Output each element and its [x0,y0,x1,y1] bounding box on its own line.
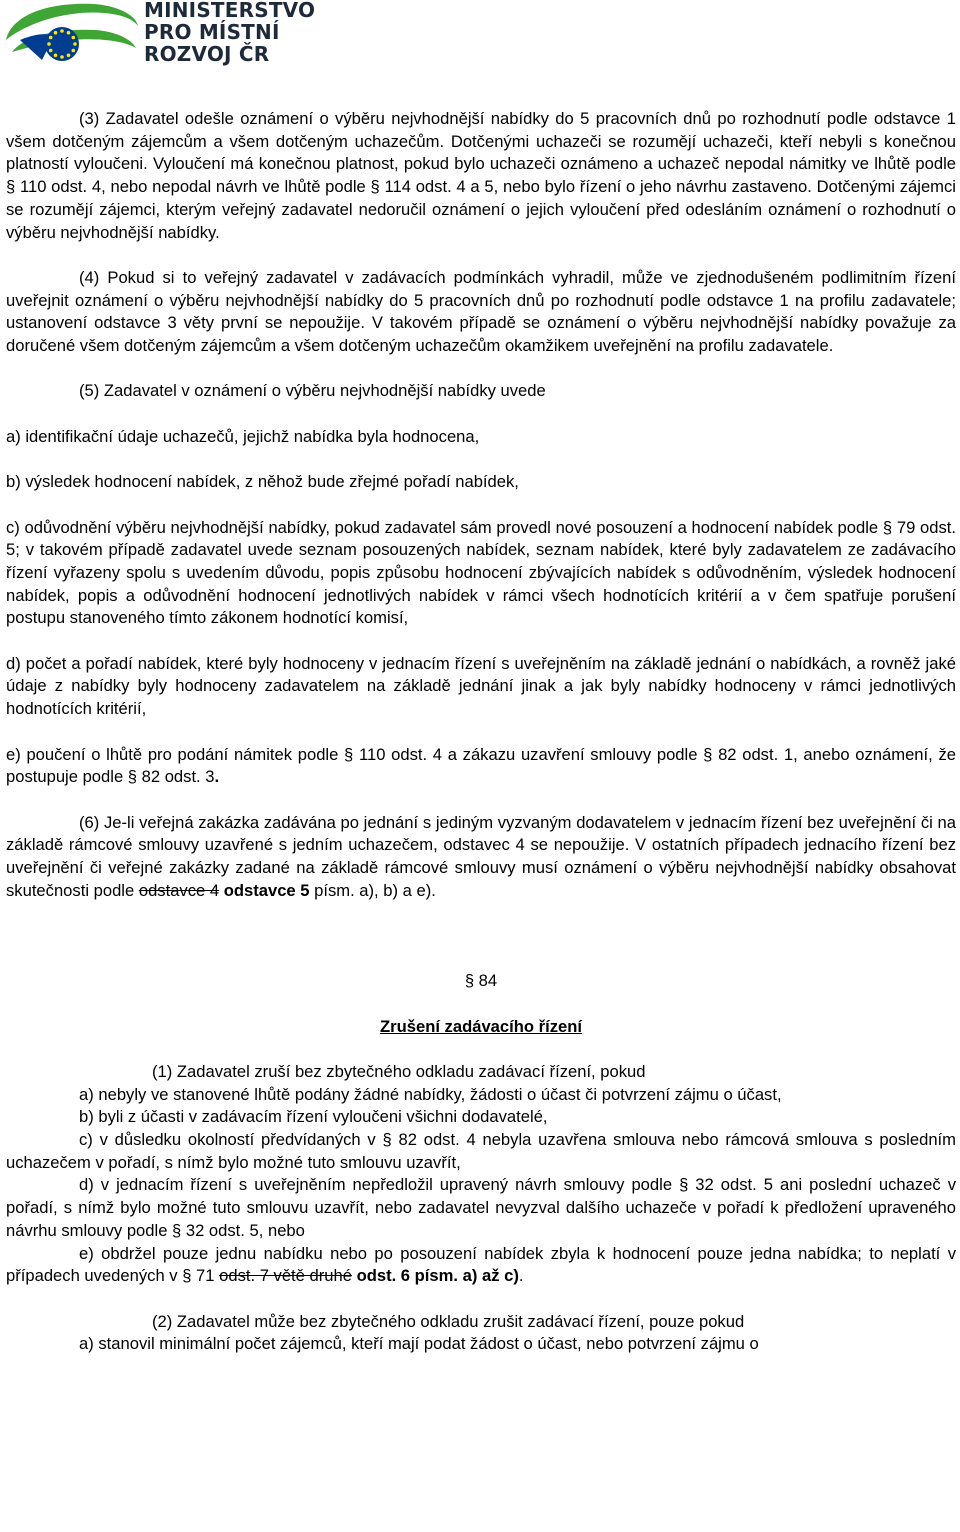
paragraph-5: (5) Zadavatel v oznámení o výběru nejvhodnější nabídky uvede [79,381,546,401]
section-84-item-c: c) v důsledku okolností předvídaných v § 82 odst. 4 nebyla uzavřena smlouva nebo rámcová smlouva s posledním uchazečem v pořadí, s nímž bylo možné tuto smlouvu uzavřít, [6,1130,956,1172]
logo-line-1: MINISTERSTVO [144,0,316,22]
section-number: § 84 [464,971,498,991]
paragraph-6-text: (6) Je-li veřejná zakázka zadávána po jednání s jediným vyzvaným dodavatelem v jednacím řízení bez uveřejnění či na základě rámcové smlouvy uzavřené s jedním uchazečem, odstavec 4 se nepoužije. V ostatních případech jednacího řízení bez uveřejnění či veřejné zakázky zadané na základě rámcové smlouvy musí oznámení o výběru nejvhodnější nabídky obsahovat skutečnosti podle [6,812,956,900]
paragraph-5-item-e [6,744,956,789]
section-84-item-a: a) nebyly ve stanovené lhůtě podány žádné nabídky, žádosti o účast či potvrzení zájmu o účast, [79,1084,782,1104]
section-84-item-e [6,1243,956,1288]
section-title: Zrušení zadávacího řízení [380,1016,582,1036]
paragraph-5-item-c: c) odůvodnění výběru nejvhodnější nabídky, pokud zadavatel sám provedl nové posouzení a hodnocení nabídek podle § 79 odst. 5; v takovém případě zadavatel uvede seznam posouzených nabídek, seznam nabídek, které byly zadavatelem ze zadávacího řízení vyřazeny spolu s uvedením důvodu, popis způsobu hodnocení zbývajících nabídek s odůvodněním, výsledek hodnocení nabídek, popis a odůvodnění hodnocení jednotlivých nabídek v rámci všech hodnotících kritérií a v čem spatřuje porušení postupu stanoveného tímto zákonem hodnotící komisí, [6,517,956,628]
paragraph-4: (4) Pokud si to veřejný zadavatel v zadávacích podmínkách vyhradil, může ve zjednodušeném podlimitním řízení uveřejnit oznámení o výběru nejvhodnější nabídky do 5 pracovních dnů po rozhodnutí podle odstavce 1 na profilu zadavatele; ustanovení odstavce 3 věty první se nepoužije. V takovém případě se oznámení o výběru nejvhodnější nabídky považuje za doručené všem dotčeným zájemcům a všem dotčeným uchazečům okamžikem uveřejnění na profilu zadavatele. [6,267,956,356]
inserted-text: odst. 6 písm. a) až c) [351,1266,519,1286]
section-84-item-b: b) byli z účasti v zadávacím řízení vyloučeni všichni dodavatelé, [79,1107,548,1127]
paragraph-6-tail: písm. a), b) a e). [309,880,436,900]
paragraph-5-item-b: b) výsledek hodnocení nabídek, z něhož bude zřejmé pořadí nabídek, [6,472,519,492]
paragraph-6 [6,812,956,903]
section-84-item-d: d) v jednacím řízení s uveřejněním nepředložil upravený návrh smlouvy podle § 32 odst. 5 ani poslední uchazeč v pořadí, s nímž bylo možné tuto smlouvu uzavřít, nebo zadavatel nevyzval dalšího uchazeče v pořadí k předložení upraveného návrhu smlouvy podle § 32 odst. 5, nebo [6,1175,956,1240]
item-e-text: e) poučení o lhůtě pro podání námitek podle § 110 odst. 4 a zákazu uzavření smlouvy podle § 82 odst. 1, anebo oznámení, že postupuje podle § 82 odst. 3 [6,744,956,787]
deleted-text: odst. 7 větě druhé [219,1266,352,1286]
section-84-paragraph-1: (1) Zadavatel zruší bez zbytečného odkladu zadávací řízení, pokud [152,1061,646,1081]
document-body [6,108,956,1356]
ministry-name [144,0,315,65]
item-e-period: . [214,767,220,787]
section-84-paragraph-2: (2) Zadavatel může bez zbytečného odkladu zrušit zadávací řízení, pouze pokud [152,1311,745,1331]
item-e-end: . [518,1266,524,1286]
paragraph-5-item-d: d) počet a pořadí nabídek, které byly hodnoceny v jednacím řízení s uveřejněním na základě jednání o nabídkách, a rovněž jaké údaje z nabídky byly hodnoceny zadavatelem na základě jednání jinak a jak byly nabídky hodnoceny v rámci jednotlivých hodnotících kritérií, [6,653,956,719]
inserted-text: odstavce 5 [219,880,310,900]
ministry-emblem-icon [2,0,142,66]
deleted-text: odstavce 4 [138,880,220,900]
paragraph-5-item-a: a) identifikační údaje uchazečů, jejichž nabídka byla hodnocena, [6,426,480,446]
paragraph-3: (3) Zadavatel odešle oznámení o výběru nejvhodnější nabídky do 5 pracovních dnů po rozhodnutí podle odstavce 1 všem dotčeným zájemcům a všem dotčeným uchazečům. Dotčenými uchazeči se rozumějí uchazeči, kteří nebyli s konečnou platností vyloučeni. Vyloučení má konečnou platnost, pokud bylo uchazeči oznámeno a uchazeč nepodal námitky ve lhůtě podle § 110 odst. 4, nebo nepodal návrh ve lhůtě podle § 114 odst. 4 a 5, nebo bylo řízení o jeho návrhu zastaveno. Dotčenými zájemci se rozumějí zájemci, kterým veřejný zadavatel nedoručil oznámení o jejich vyloučení před odesláním oznámení o rozhodnutí o výběru nejvhodnější nabídky. [6,109,956,242]
logo-line-2: PRO MÍSTNÍ [144,20,280,44]
logo-line-3: ROZVOJ ČR [144,42,270,66]
section-84-paragraph-2-item-a: a) stanovil minimální počet zájemců, kteří mají podat žádost o účast, nebo potvrzení zájmu o [79,1334,759,1354]
ministry-logo [2,0,316,68]
item-e-main: e) obdržel pouze jednu nabídku nebo po posouzení nabídek zbyla k hodnocení pouze jedna nabídka; to neplatí v případech uvedených v § 71 [6,1243,956,1286]
